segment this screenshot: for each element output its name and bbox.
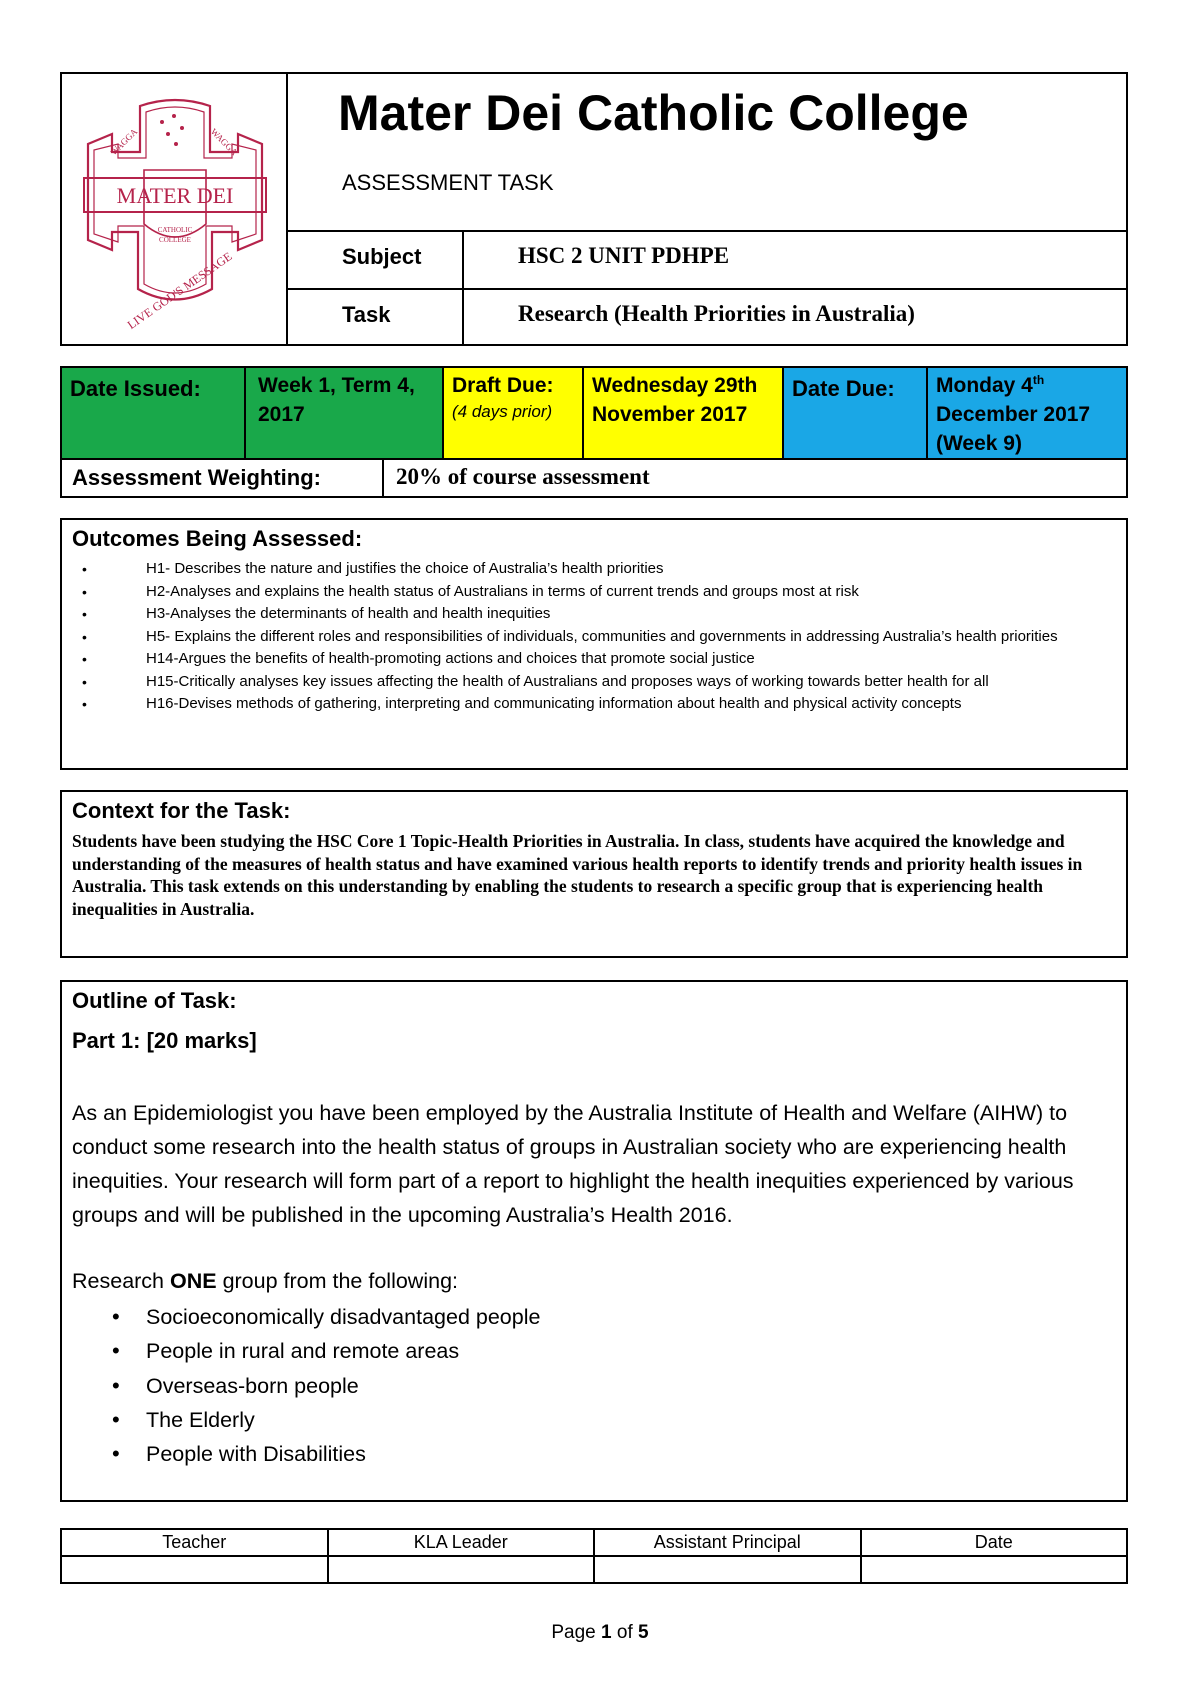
research-instruction-one: ONE (170, 1269, 217, 1293)
college-name: Mater Dei Catholic College (338, 85, 969, 141)
outcomes-list (82, 558, 1062, 716)
signoff-header-row (61, 1529, 1127, 1556)
weighting-label: Assessment Weighting: (72, 465, 321, 490)
subject-label: Subject (342, 244, 422, 269)
page-number: 1 (601, 1622, 612, 1643)
weighting-divider (382, 460, 384, 496)
page-word: Page (551, 1622, 596, 1643)
date-due-week: (Week 9) (936, 432, 1022, 455)
groups-list (72, 1300, 540, 1471)
outcome-item: • H3-Analyses the determinants of health and health inequities (82, 603, 1062, 626)
context-title: Context for the Task: (72, 798, 291, 823)
group-item: • Overseas-born people (72, 1369, 540, 1403)
outline-paragraph: As an Epidemiologist you have been employed by the Australia Institute of Health and Welfare (AIHW) to conduct some research into the health status of groups in Australian society who are experiencing health inequities. Your research will form part of a report to highlight the health inequities experienced by various groups and will be published in the upcoming Australia’s Health 2016. (72, 1101, 1074, 1227)
signoff-table (60, 1528, 1128, 1584)
signoff-cell-date[interactable] (861, 1556, 1128, 1583)
draft-due-note: (4 days prior) (452, 402, 553, 421)
header-column-divider (462, 230, 464, 344)
group-item: • People with Disabilities (72, 1437, 540, 1471)
header-box (60, 72, 1128, 346)
draft-due-value: Wednesday 29th November 2017 (592, 374, 758, 426)
group-item: • People in rural and remote areas (72, 1334, 540, 1368)
date-issued-label-cell (62, 368, 246, 458)
assessment-weighting-row (60, 458, 1128, 498)
date-due-suffix: th (1032, 373, 1045, 387)
context-body: Students have been studying the HSC Core 1 Topic-Health Priorities in Australia. In class, students have acquired the knowledge and understanding of the measures of health status and have examined various health reports to identify trends and priority health issues in Australia. This task extends on this understanding by enabling the students to research a specific group that is experiencing health inequalities in Australia. (72, 831, 1083, 919)
group-item: • Socioeconomically disadvantaged people (72, 1300, 540, 1334)
outcomes-title: Outcomes Being Assessed: (72, 526, 363, 551)
task-label: Task (342, 302, 391, 327)
signoff-col-assistant-principal: Assistant Principal (594, 1529, 861, 1556)
outcome-item: • H5- Explains the different roles and responsibilities of individuals, communities and governments in addressing Australia’s health priorities (82, 626, 1062, 649)
logo-cell (62, 74, 288, 344)
outcomes-section (60, 518, 1128, 770)
outcome-item: • H15-Critically analyses key issues affecting the health of Australians and proposes ways of working towards better health for all (82, 671, 1062, 694)
college-crest-logo (62, 74, 288, 344)
outcome-item: • H2-Analyses and explains the health status of Australians in terms of current trends and groups most at risk (82, 581, 1062, 604)
date-due-day: Monday 4 (936, 374, 1033, 397)
page-total: 5 (638, 1622, 649, 1643)
outcome-item: • H14-Argues the benefits of health-promoting actions and choices that promote social justice (82, 648, 1062, 671)
outline-title: Outline of Task: (72, 988, 237, 1013)
date-issued-value-cell (246, 368, 444, 458)
signoff-col-kla-leader: KLA Leader (328, 1529, 595, 1556)
header-divider (288, 230, 1126, 232)
outcome-item: • H1- Describes the nature and justifies the choice of Australia’s health priorities (82, 558, 1062, 581)
context-section (60, 790, 1128, 958)
date-due-month: December 2017 (936, 403, 1091, 426)
research-instruction (72, 1264, 458, 1298)
part-heading: Part 1: [20 marks] (72, 1028, 257, 1053)
research-instruction-pre: Research (72, 1269, 170, 1293)
logo-inner-2: COLLEGE (159, 236, 191, 244)
date-due-label-cell (784, 368, 928, 458)
logo-name-text: MATER DEI (116, 183, 234, 208)
signoff-cell-assistant-principal[interactable] (594, 1556, 861, 1583)
document-type: ASSESSMENT TASK (342, 170, 554, 195)
of-word: of (616, 1622, 633, 1643)
group-item: • The Elderly (72, 1403, 540, 1437)
subject-value: HSC 2 UNIT PDHPE (518, 243, 730, 268)
logo-inner-1: CATHOLIC (157, 226, 193, 234)
logo-arc-left: WAGGA (108, 126, 140, 158)
logo-arc-right: WAGGA (208, 126, 240, 158)
research-instruction-post: group from the following: (216, 1269, 458, 1293)
dates-band (60, 366, 1128, 460)
signoff-col-date: Date (861, 1529, 1128, 1556)
weighting-value: 20% of course assessment (396, 464, 650, 489)
signoff-signature-row (61, 1556, 1127, 1583)
outcome-item: • H16-Devises methods of gathering, interpreting and communicating information about health and physical activity concepts (82, 693, 1062, 716)
page-footer (0, 1622, 1200, 1644)
draft-due-value-cell (584, 368, 784, 458)
signoff-cell-kla-leader[interactable] (328, 1556, 595, 1583)
header-divider (288, 288, 1126, 290)
draft-due-label-cell (444, 368, 584, 458)
signoff-col-teacher: Teacher (61, 1529, 328, 1556)
logo-motto: LIVE GOD'S MESSAGE (124, 249, 235, 332)
signoff-cell-teacher[interactable] (61, 1556, 328, 1583)
outline-section (60, 980, 1128, 1502)
task-value: Research (Health Priorities in Australia) (518, 301, 915, 326)
draft-due-label: Draft Due: (452, 374, 554, 397)
date-due-label: Date Due: (792, 376, 895, 401)
date-issued-value: Week 1, Term 4, 2017 (258, 374, 415, 426)
date-due-value-cell (928, 368, 1126, 458)
date-issued-label: Date Issued: (70, 376, 201, 401)
